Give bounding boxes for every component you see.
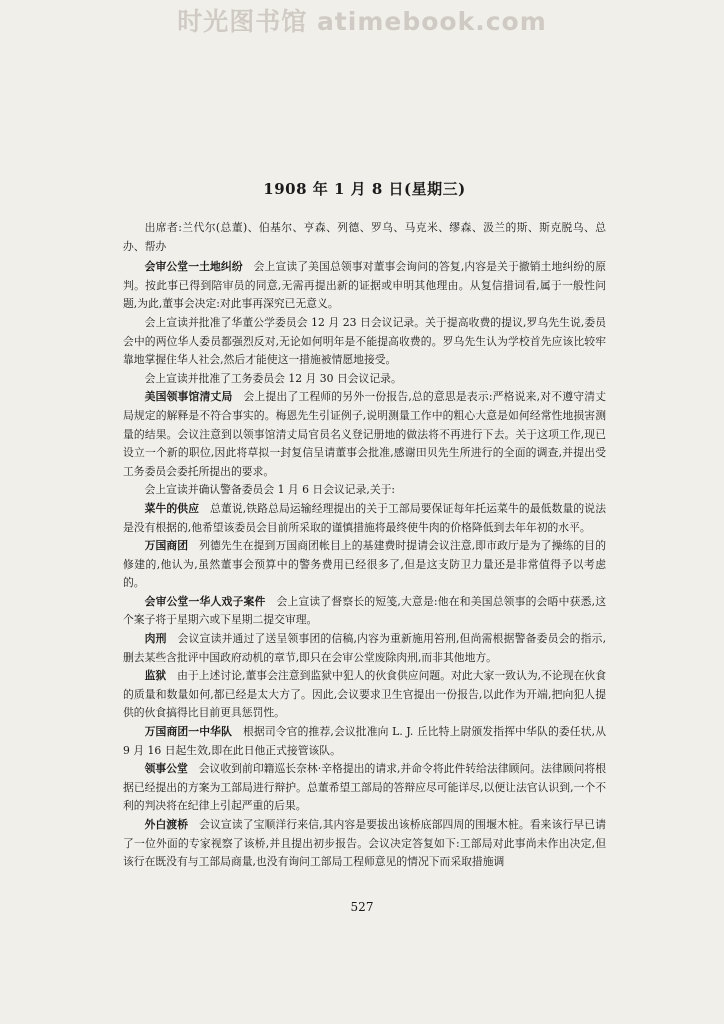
paragraph-topic: 会审公堂一土地纠纷 xyxy=(144,260,243,274)
paragraph-text: 会议宣读了宝顺洋行来信,其内容是要拔出该桥底部四周的围堰木桩。看来该行早已请了一位外面的专家视察了该桥,并且提出初步报告。会议决定答复如下:工部局对此事尚未作出决定,但该行在既没有与工部局商量,也没有询问工部局工程师意见的情况下而采取措施调 xyxy=(123,818,607,869)
minutes-paragraph xyxy=(123,593,606,630)
minutes-paragraph xyxy=(123,723,606,760)
minutes-paragraph xyxy=(123,537,606,593)
minutes-paragraph xyxy=(123,258,606,314)
watermark-text: 时光图书馆 atimebook.com xyxy=(177,7,547,36)
attendees-paragraph: 出席者:兰代尔(总董)、伯基尔、亨森、列德、罗乌、马克米、缪森、汲兰的斯、斯克脱乌、总办、帮办 xyxy=(123,221,606,253)
paragraph-text: 会上宣读并批准了华董公学委员会 12 月 23 日会议记录。关于提高收费的提议,罗乌先生说,委员会中的两位华人委员都强烈反对,无论如何明年是不能提高收费的。罗乌先生认为学校首先应该比较牢靠地掌握住华人社会,然后才能使这一措施被情愿地接受。 xyxy=(123,315,606,367)
paragraph-text: 会议宣读并通过了送呈领事团的信稿,内容为重新施用笞刑,但尚需根据警备委员会的指示,删去某些含批评中国政府动机的章节,即只在会审公堂废除肉刑,而非其他地方。 xyxy=(123,632,607,664)
minutes-paragraph xyxy=(123,314,606,370)
document-page xyxy=(123,178,606,872)
paragraph-text: 列德先生在提到万国商团帐目上的基建费时提请会议注意,即市政厅是为了操练的目的修建的,他认为,虽然董事会预算中的警务费用已经很多了,但是这支防卫力量还是非常值得予以考虑的。 xyxy=(123,539,607,590)
paragraph-text: 会上提出了工程师的另外一份报告,总的意思是表示:严格说来,对不遵守清丈局规定的解释是不符合事实的。梅恩先生引证例子,说明测量工作中的粗心大意是如何经常性地损害测量的结果。会议注意到以领事馆清丈局官员名义登记册地的做法将不再进行下去。关于这项工作,现已设立一个新的职位,因此将草拟一封复信呈请董事会批准,感谢田贝先生所进行的全面的调查,并提出受工务委员会委托所提出的要求。 xyxy=(123,390,607,478)
paragraph-text: 会议收到前印籍巡长奈林·辛格提出的请求,并命令将此件转给法律顾问。法律顾问将根据已经提出的方案为工部局进行辩护。总董希望工部局的答辩应尽可能详尽,以便让法官认识到,一个不利的判决将在纪律上引起严重的后果。 xyxy=(123,762,607,813)
paragraph-topic: 万国商团 xyxy=(144,539,189,553)
paragraph-text: 会上宣读并批准了工务委员会 12 月 30 日会议记录。 xyxy=(144,371,402,385)
minutes-paragraph xyxy=(123,370,606,389)
minutes-paragraph xyxy=(123,500,606,537)
paragraph-topic: 领事公堂 xyxy=(144,762,188,776)
paragraph-topic: 万国商团一中华队 xyxy=(144,725,233,739)
paragraph-text: 会上宣读了督察长的短笺,大意是:他在和美国总领事的会晤中获悉,这个案子将于星期六或下星期二提交审理。 xyxy=(123,594,607,627)
paragraph-text: 根据司令官的推荐,会议批准向 L. J. 丘比特上尉颁发指挥中华队的委任状,从 9 月 16 日起生效,即在此日他正式接管该队。 xyxy=(123,725,607,757)
paragraph-topic: 美国领事馆清丈局 xyxy=(144,390,233,404)
paragraph-topic: 会审公堂一华人戏子案件 xyxy=(144,594,266,608)
paragraph-topic: 菜牛的供应 xyxy=(144,501,200,515)
paragraph-text: 总董说,铁路总局运输经理提出的关于工部局要保证每年托运菜牛的最低数量的说法是没有根据的,他希望该委员会目前所采取的谨慎措施将最终使牛肉的价格降低到去年年初的水平。 xyxy=(123,501,607,534)
minutes-paragraph xyxy=(123,760,606,816)
paragraph-text: 由于上述讨论,董事会注意到监狱中犯人的伙食供应问题。对此大家一致认为,不论现在伙食的质量和数量如何,都已经是太大方了。因此,会议要求卫生官提出一份报告,以此作为开端,把向犯人提供的伙食搞得比目前更具惩罚性。 xyxy=(123,669,607,720)
paragraph-text: 会上宣读并确认警备委员会 1 月 6 日会议记录,关于: xyxy=(144,483,396,497)
minutes-paragraph xyxy=(123,481,606,500)
paragraph-topic: 肉刑 xyxy=(144,632,167,646)
minutes-paragraph xyxy=(123,388,606,481)
paragraph-text: 会上宣读了美国总领事对董事会询问的答复,内容是关于撤销土地纠纷的原判。按此事已得到陪审员的同意,无需再提出新的证据或申明其他理由。从复信措词看,属于一般性问题,为此,董事会决定:对此事再深究已无意义。 xyxy=(123,260,606,311)
minutes-body xyxy=(123,258,606,872)
minutes-paragraph xyxy=(123,630,606,667)
paragraph-topic: 外白渡桥 xyxy=(144,818,189,831)
document-title: 1908 年 1 月 8 日(星期三) xyxy=(263,180,466,198)
minutes-paragraph xyxy=(123,667,606,723)
minutes-paragraph xyxy=(123,816,606,872)
page-number: 527 xyxy=(350,900,374,914)
paragraph-topic: 监狱 xyxy=(144,669,167,683)
